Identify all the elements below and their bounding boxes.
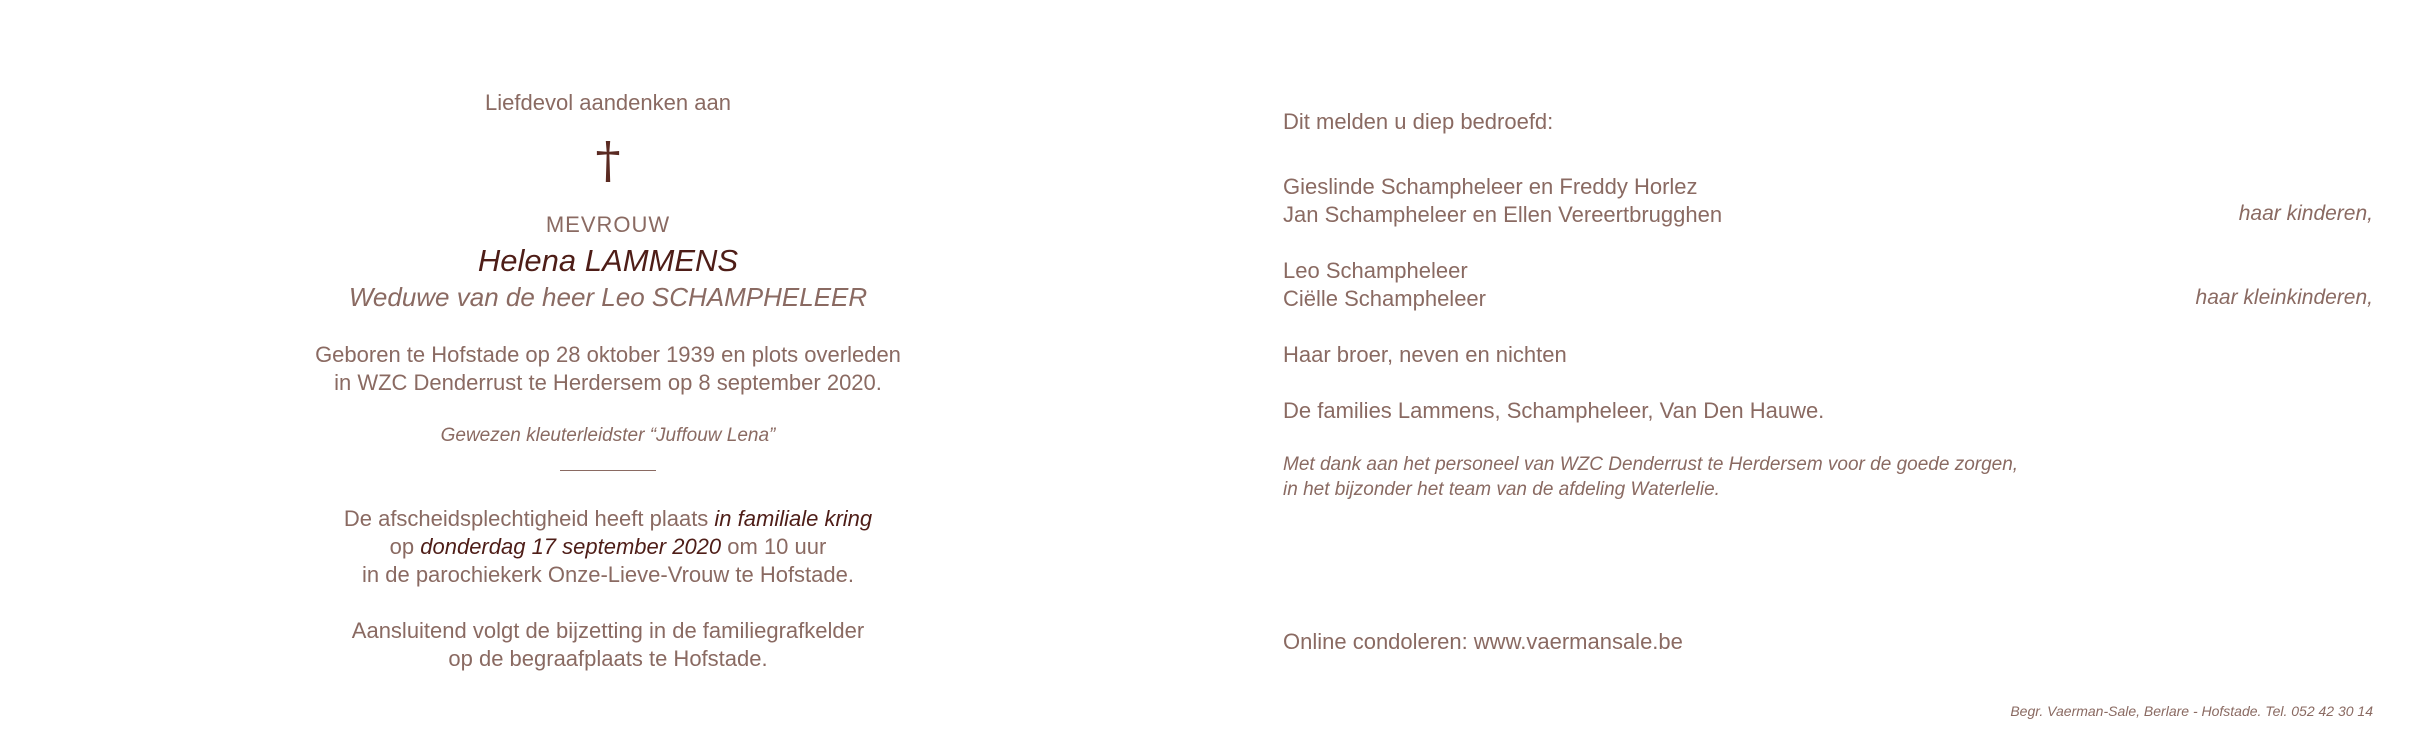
grandchildren-line-2: Ciëlle Schampheleer	[1283, 286, 1486, 311]
children-label: haar kinderen,	[2238, 202, 2373, 225]
ceremony-line-2	[258, 534, 958, 560]
families-line: De families Lammens, Schampheleer, Van Den Hauwe.	[1283, 398, 1825, 423]
ceremony-line-1-emphasis: in familiale kring	[714, 506, 873, 531]
widow-line: Weduwe van de heer Leo SCHAMPHELEER	[348, 282, 868, 312]
honorific: MEVROUW	[545, 212, 671, 237]
grandchildren-line-1: Leo Schampheleer	[1283, 258, 1468, 283]
mourners-intro: Dit melden u diep bedroefd:	[1283, 109, 1554, 134]
thanks-line-2: in het bijzonder het team van de afdeling Waterlelie.	[1283, 479, 1720, 500]
ceremony-line-2-prefix: op	[389, 534, 421, 559]
divider	[560, 470, 656, 471]
birth-line-2: in WZC Denderrust te Herdersem op 8 september 2020.	[334, 370, 882, 395]
burial-line-2: op de begraafplaats te Hofstade.	[448, 646, 768, 671]
birth-line-1: Geboren te Hofstade op 28 oktober 1939 en plots overleden	[315, 342, 901, 367]
cross-icon: †	[595, 131, 621, 189]
online-condolences: Online condoleren: www.vaermansale.be	[1283, 629, 1683, 654]
thanks-note	[1283, 452, 2018, 502]
ceremony-line-1-text: De afscheidsplechtigheid heeft plaats	[343, 506, 715, 531]
burial-line-1: Aansluitend volgt de bijzetting in de familiegrafkelder	[351, 618, 865, 643]
intro-text: Liefdevol aandenken aan	[485, 90, 731, 115]
ceremony-time: om 10 uur	[721, 534, 827, 559]
siblings-line: Haar broer, neven en nichten	[1283, 342, 1567, 367]
occupation-line: Gewezen kleuterleidster “Juffouw Lena”	[440, 425, 776, 446]
deceased-name: Helena LAMMENS	[477, 243, 739, 278]
ceremony-date: donderdag 17 september 2020	[420, 534, 722, 559]
grandchildren-label: haar kleinkinderen,	[2195, 286, 2373, 309]
children-line-2: Jan Schampheleer en Ellen Vereertbrugghen	[1283, 202, 1723, 227]
right-panel	[1283, 0, 2373, 754]
ceremony-line-1	[258, 506, 958, 532]
funeral-home-footer: Begr. Vaerman-Sale, Berlare - Hofstade. Tel. 052 42 30 14	[2010, 703, 2373, 719]
thanks-line-1: Met dank aan het personeel van WZC Denderrust te Herdersem voor de goede zorgen,	[1283, 454, 2019, 475]
ceremony-line-3: in de parochiekerk Onze-Lieve-Vrouw te Hofstade.	[362, 562, 854, 587]
left-panel	[258, 0, 958, 754]
children-line-1: Gieslinde Schampheleer en Freddy Horlez	[1283, 174, 1698, 199]
